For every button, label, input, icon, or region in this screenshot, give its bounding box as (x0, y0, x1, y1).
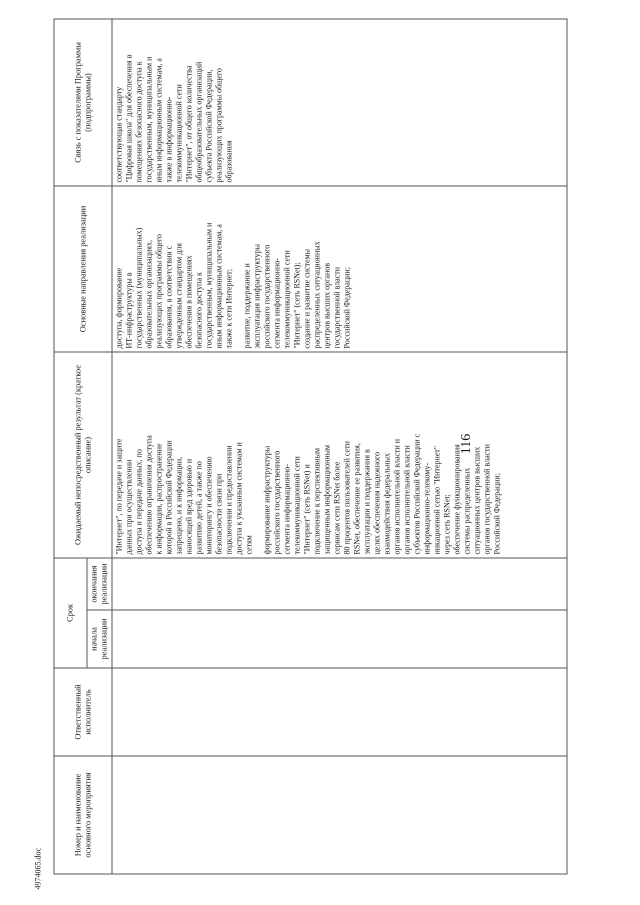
indicator-block-1 (115, 23, 235, 183)
text-line: реализующих программы общего (214, 68, 224, 183)
header-start: начала реализации (87, 610, 112, 668)
text-line: российского государственного (262, 244, 272, 349)
text-line: через сеть RSNet; (442, 494, 452, 555)
cell-measure (112, 756, 567, 874)
text-line: ИТ-инфраструктуры в (124, 272, 134, 349)
direction-block-2 (243, 190, 353, 349)
text-line: сегмента информационно- (272, 258, 282, 349)
text-line: 80 процентов пользователей сети (342, 441, 352, 555)
text-line: RSNet, обеспечение ее развития, (352, 443, 362, 555)
text-line: к информации, распространение (154, 443, 164, 555)
text-line: которой в Российской Федерации (164, 440, 174, 555)
text-line: целях обеспечения надежного (372, 451, 382, 555)
result-block-1 (115, 356, 255, 555)
header-measure-number: Номер и наименование основного мероприятия (54, 756, 112, 874)
text-line: безопасности связи при (214, 473, 224, 555)
text-line: мониторингу и обеспечению (204, 456, 214, 555)
text-line: также в информационно- (164, 96, 174, 183)
text-line: помещениях безопасного доступа к (134, 61, 144, 183)
direction-block-1 (115, 190, 235, 349)
header-end: окончания реализации (87, 558, 112, 610)
table-row (112, 19, 567, 874)
text-line: государственным, муниципальным и (144, 56, 154, 183)
text-line: субъектов Российской Федерации с (412, 433, 422, 555)
text-line: государственным, муниципальным и (204, 222, 214, 349)
footer-filename: 4974065.doc (33, 847, 43, 890)
text-line: государственных (муниципальных) (134, 227, 144, 349)
text-line: подключение к перспективным (312, 447, 322, 555)
text-line: эксплуатация инфраструктуры (252, 244, 262, 349)
cell-main-directions (112, 186, 567, 352)
text-line: подключении и предоставлении (224, 445, 234, 555)
rotated-table-sheet (54, 20, 568, 875)
text-line: никационной сетью "Интернет" (432, 445, 442, 555)
text-line: обеспечения в помещениях (184, 255, 194, 349)
program-measures-table (54, 19, 568, 875)
text-line: "Интернет" (сеть RSNet); (292, 262, 302, 349)
text-line: органов исполнительной власти и (392, 438, 402, 555)
page-number: 116 (459, 433, 475, 455)
text-line: защищенным информационным (322, 444, 332, 555)
text-line: образования, в соответствии с (164, 245, 174, 349)
text-line: сетям (244, 535, 254, 555)
text-line: наносящей вред здоровью и (184, 458, 194, 555)
header-term: Срок (54, 558, 87, 668)
text-line: Российской Федерации; (342, 267, 352, 349)
text-line: телекоммуникационной сети (282, 250, 292, 349)
text-line: реализующих программы общего (154, 234, 164, 349)
header-responsible: Ответственный исполнитель (54, 668, 112, 756)
text-line: формирование инфраструктуры (262, 445, 272, 555)
cell-expected-result (112, 352, 567, 558)
cell-start (112, 610, 567, 668)
text-line: сегмента информационно- (282, 464, 292, 555)
text-line: ситуационных центров высших (472, 446, 482, 555)
text-line: телекоммуникационной сети (292, 456, 302, 555)
text-line: центров высших органов (322, 262, 332, 349)
text-line: развитие, поддержание и (242, 263, 252, 349)
text-line: обеспечение функционирования (452, 444, 462, 555)
text-line: соответствующая стандарту (114, 86, 124, 183)
text-line: субъекта Российской Федерации, (204, 69, 214, 183)
header-expected-result: Ожидаемый непосредственный результат (краткое описание) (54, 352, 112, 558)
text-line: безопасного доступа к (194, 272, 204, 349)
text-line: доступа, формирование (114, 267, 124, 349)
text-line: органов государственной власти (482, 444, 492, 555)
cell-end (112, 558, 567, 610)
text-line: российского государственного (272, 450, 282, 555)
text-line: иным информационным системам, а (214, 224, 224, 349)
text-line: также к сети Интернет; (224, 268, 234, 349)
text-line: образовательных организациях, (144, 240, 154, 349)
text-line: распределенных ситуационных (312, 241, 322, 349)
text-line: данных при осуществлении (124, 459, 134, 555)
text-line: образования (224, 140, 234, 183)
text-line: иным информационным системам, а (154, 58, 164, 183)
text-line: развитию детей, а также по (194, 461, 204, 555)
text-line: системы распределенных (462, 467, 472, 555)
cell-indicators (112, 19, 567, 186)
cell-responsible (112, 668, 567, 756)
text-line: "Цифровая школа" для обеспечения в (124, 54, 134, 183)
text-line: информационно-телекому- (422, 462, 432, 555)
header-program-indicators: Связь с показателями Программы (подпрограммы) (54, 19, 112, 186)
text-line: утвержденным стандартом для (174, 243, 184, 349)
text-line: телекоммуникационной сети (174, 84, 184, 183)
header-main-directions: Основные направления реализации (54, 186, 112, 352)
text-line: "Интернет", по передаче и защите (114, 438, 124, 555)
text-line: запрещено, и к информации, (174, 456, 184, 555)
text-line: эксплуатации и поддержания в (362, 449, 372, 555)
text-line: создание и развитие системы (302, 248, 312, 349)
text-line: взаимодействия федеральных (382, 453, 392, 555)
text-line: "Интернет" (сеть RSNet) и (302, 464, 312, 555)
text-line: Российской Федерации; (492, 473, 502, 555)
result-block-2 (263, 356, 503, 555)
text-line: сервисам сети RSNet более (332, 461, 342, 555)
text-line: доступа к указанным системам и (234, 442, 244, 555)
text-line: "Интернет", от общего количества (184, 65, 194, 183)
text-line: общеобразовательных организаций (194, 61, 204, 183)
text-line: государственной власти (332, 266, 342, 349)
text-line: обеспечению ограничения доступа (144, 435, 154, 555)
text-line: доступа и передаче данных, по (134, 449, 144, 555)
text-line: органов исполнительной власти (402, 445, 412, 555)
